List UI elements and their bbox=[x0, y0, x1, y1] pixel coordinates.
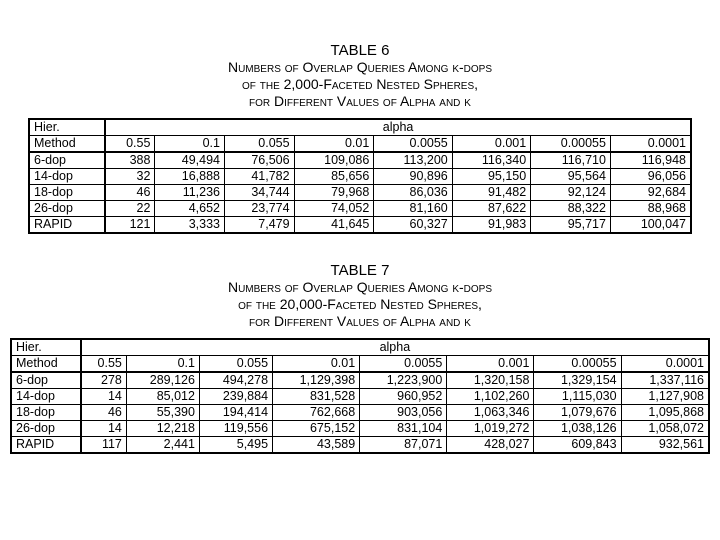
alpha-value: 0.00055 bbox=[531, 136, 611, 153]
table-row bbox=[29, 185, 691, 201]
query-count: 16,888 bbox=[155, 169, 225, 185]
query-count: 609,843 bbox=[534, 437, 621, 454]
query-count: 43,589 bbox=[273, 437, 360, 454]
query-count: 14 bbox=[81, 389, 127, 405]
query-count: 388 bbox=[105, 152, 155, 169]
query-count: 88,968 bbox=[610, 201, 691, 217]
table7-caption-line1: Numbers of Overlap Queries Among k-dops bbox=[227, 279, 493, 295]
query-count: 1,129,398 bbox=[273, 372, 360, 389]
alpha-header: alpha bbox=[81, 339, 709, 356]
header-row bbox=[11, 339, 709, 356]
query-count: 90,896 bbox=[374, 169, 452, 185]
query-count: 831,104 bbox=[360, 421, 447, 437]
query-count: 1,329,154 bbox=[534, 372, 621, 389]
query-count: 92,684 bbox=[610, 185, 691, 201]
table-row bbox=[29, 217, 691, 234]
query-count: 3,333 bbox=[155, 217, 225, 234]
query-count: 46 bbox=[105, 185, 155, 201]
alpha-value: 0.0001 bbox=[621, 356, 709, 373]
method-header: Method bbox=[29, 136, 105, 153]
query-count: 932,561 bbox=[621, 437, 709, 454]
query-count: 1,095,868 bbox=[621, 405, 709, 421]
query-count: 79,968 bbox=[294, 185, 374, 201]
alpha-value: 0.01 bbox=[273, 356, 360, 373]
query-count: 41,782 bbox=[225, 169, 295, 185]
table7-caption-line3: for Different Values of Alpha and k bbox=[249, 313, 471, 329]
method-name: RAPID bbox=[11, 437, 81, 454]
query-count: 831,528 bbox=[273, 389, 360, 405]
query-count: 116,710 bbox=[531, 152, 611, 169]
method-name: 26-dop bbox=[11, 421, 81, 437]
alpha-header: alpha bbox=[105, 119, 691, 136]
alpha-value: 0.001 bbox=[447, 356, 534, 373]
query-count: 14 bbox=[81, 421, 127, 437]
alpha-value: 0.1 bbox=[155, 136, 225, 153]
header-row bbox=[29, 119, 691, 136]
query-count: 76,506 bbox=[225, 152, 295, 169]
query-count: 86,036 bbox=[374, 185, 452, 201]
query-count: 494,278 bbox=[199, 372, 272, 389]
query-count: 194,414 bbox=[199, 405, 272, 421]
query-count: 7,479 bbox=[225, 217, 295, 234]
table-row bbox=[29, 201, 691, 217]
query-count: 23,774 bbox=[225, 201, 295, 217]
query-count: 1,127,908 bbox=[621, 389, 709, 405]
query-count: 1,058,072 bbox=[621, 421, 709, 437]
method-name: 14-dop bbox=[11, 389, 81, 405]
query-count: 289,126 bbox=[126, 372, 199, 389]
query-count: 1,337,116 bbox=[621, 372, 709, 389]
table7 bbox=[10, 338, 710, 454]
query-count: 1,019,272 bbox=[447, 421, 534, 437]
query-count: 119,556 bbox=[199, 421, 272, 437]
query-count: 92,124 bbox=[531, 185, 611, 201]
query-count: 91,482 bbox=[452, 185, 530, 201]
query-count: 74,052 bbox=[294, 201, 374, 217]
query-count: 121 bbox=[105, 217, 155, 234]
alpha-value: 0.55 bbox=[105, 136, 155, 153]
query-count: 95,150 bbox=[452, 169, 530, 185]
table7-number: TABLE 7 bbox=[330, 262, 390, 279]
table-row bbox=[11, 372, 709, 389]
query-count: 428,027 bbox=[447, 437, 534, 454]
query-count: 32 bbox=[105, 169, 155, 185]
table6-caption-line1: Numbers of Overlap Queries Among k-dops bbox=[227, 59, 493, 75]
query-count: 81,160 bbox=[374, 201, 452, 217]
table7-caption-line2: of the 20,000-Faceted Nested Spheres, bbox=[238, 296, 482, 312]
query-count: 85,656 bbox=[294, 169, 374, 185]
query-count: 34,744 bbox=[225, 185, 295, 201]
query-count: 60,327 bbox=[374, 217, 452, 234]
query-count: 109,086 bbox=[294, 152, 374, 169]
method-name: RAPID bbox=[29, 217, 105, 234]
table6-caption bbox=[0, 42, 720, 110]
method-name: 6-dop bbox=[11, 372, 81, 389]
alpha-value: 0.55 bbox=[81, 356, 127, 373]
table-row bbox=[29, 169, 691, 185]
query-count: 88,322 bbox=[531, 201, 611, 217]
query-count: 117 bbox=[81, 437, 127, 454]
query-count: 95,717 bbox=[531, 217, 611, 234]
alpha-value: 0.0001 bbox=[610, 136, 691, 153]
query-count: 116,340 bbox=[452, 152, 530, 169]
query-count: 1,102,260 bbox=[447, 389, 534, 405]
query-count: 87,071 bbox=[360, 437, 447, 454]
query-count: 100,047 bbox=[610, 217, 691, 234]
query-count: 116,948 bbox=[610, 152, 691, 169]
table6-caption-line2: of the 2,000-Faceted Nested Spheres, bbox=[241, 76, 479, 92]
alpha-value: 0.055 bbox=[225, 136, 295, 153]
query-count: 1,320,158 bbox=[447, 372, 534, 389]
query-count: 1,063,346 bbox=[447, 405, 534, 421]
query-count: 12,218 bbox=[126, 421, 199, 437]
table6-caption-line3: for Different Values of Alpha and k bbox=[249, 93, 471, 109]
hier-header: Hier. bbox=[29, 119, 105, 136]
alpha-value: 0.0055 bbox=[374, 136, 452, 153]
query-count: 41,645 bbox=[294, 217, 374, 234]
query-count: 1,079,676 bbox=[534, 405, 621, 421]
query-count: 96,056 bbox=[610, 169, 691, 185]
hier-header: Hier. bbox=[11, 339, 81, 356]
query-count: 1,038,126 bbox=[534, 421, 621, 437]
method-header: Method bbox=[11, 356, 81, 373]
alpha-value: 0.01 bbox=[294, 136, 374, 153]
query-count: 5,495 bbox=[199, 437, 272, 454]
query-count: 4,652 bbox=[155, 201, 225, 217]
query-count: 960,952 bbox=[360, 389, 447, 405]
alpha-value: 0.001 bbox=[452, 136, 530, 153]
query-count: 1,115,030 bbox=[534, 389, 621, 405]
alpha-value: 0.0055 bbox=[360, 356, 447, 373]
alpha-value: 0.1 bbox=[126, 356, 199, 373]
table-row bbox=[11, 389, 709, 405]
method-name: 18-dop bbox=[29, 185, 105, 201]
table6 bbox=[28, 118, 692, 234]
table-row bbox=[11, 437, 709, 454]
query-count: 239,884 bbox=[199, 389, 272, 405]
query-count: 2,441 bbox=[126, 437, 199, 454]
query-count: 49,494 bbox=[155, 152, 225, 169]
query-count: 1,223,900 bbox=[360, 372, 447, 389]
query-count: 87,622 bbox=[452, 201, 530, 217]
table6-number: TABLE 6 bbox=[330, 42, 390, 59]
method-name: 14-dop bbox=[29, 169, 105, 185]
query-count: 55,390 bbox=[126, 405, 199, 421]
table-row bbox=[29, 152, 691, 169]
table-row bbox=[11, 405, 709, 421]
alpha-value: 0.055 bbox=[199, 356, 272, 373]
query-count: 11,236 bbox=[155, 185, 225, 201]
alpha-values-row bbox=[11, 356, 709, 373]
query-count: 22 bbox=[105, 201, 155, 217]
query-count: 762,668 bbox=[273, 405, 360, 421]
method-name: 6-dop bbox=[29, 152, 105, 169]
query-count: 91,983 bbox=[452, 217, 530, 234]
alpha-values-row bbox=[29, 136, 691, 153]
query-count: 278 bbox=[81, 372, 127, 389]
query-count: 903,056 bbox=[360, 405, 447, 421]
query-count: 85,012 bbox=[126, 389, 199, 405]
table7-caption bbox=[0, 262, 720, 330]
query-count: 113,200 bbox=[374, 152, 452, 169]
query-count: 675,152 bbox=[273, 421, 360, 437]
table-row bbox=[11, 421, 709, 437]
method-name: 26-dop bbox=[29, 201, 105, 217]
alpha-value: 0.00055 bbox=[534, 356, 621, 373]
query-count: 95,564 bbox=[531, 169, 611, 185]
query-count: 46 bbox=[81, 405, 127, 421]
method-name: 18-dop bbox=[11, 405, 81, 421]
